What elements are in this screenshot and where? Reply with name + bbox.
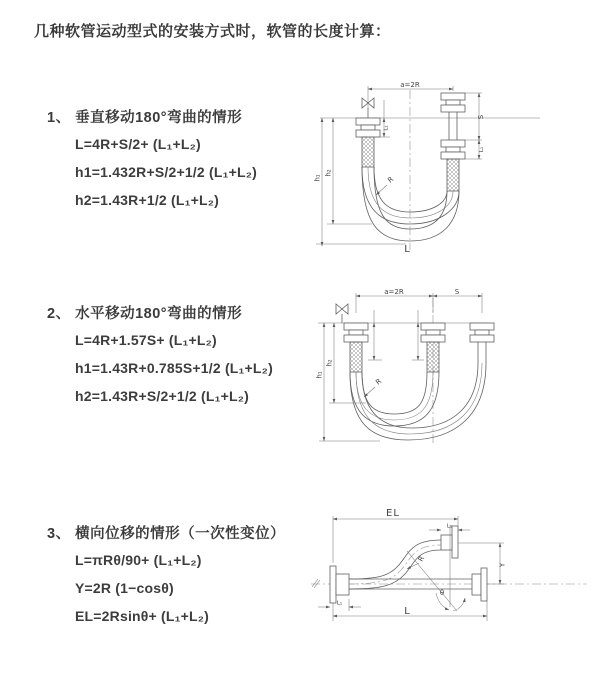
dim-label-l1: L₁ bbox=[479, 146, 485, 153]
hose-fitting-right bbox=[441, 93, 465, 191]
diagram-horizontal-180-bend bbox=[310, 283, 550, 455]
hose-s-curve bbox=[349, 540, 441, 589]
page-title: 几种软管运动型式的安装方式时，软管的长度计算： bbox=[34, 23, 391, 40]
diagram-vertical-180-bend bbox=[310, 78, 550, 263]
section-2-heading: 2、 水平移动180°弯曲的情形 bbox=[47, 306, 243, 322]
dim-label-s: S bbox=[477, 114, 485, 120]
dim-label-h2: h₂ bbox=[325, 359, 334, 367]
dim-label-h1: h₁ bbox=[315, 371, 324, 379]
dim-label-a2r: a=2R bbox=[400, 81, 420, 89]
formula-el: EL=2Rsinθ+ (L₁+L₂) bbox=[75, 608, 210, 624]
dim-label-h2: h₂ bbox=[324, 169, 333, 177]
dim-label-a2r: a=2R bbox=[384, 288, 404, 296]
flange-right-displaced bbox=[441, 523, 458, 558]
hose-fitting-left bbox=[356, 118, 380, 167]
flange-right bbox=[472, 568, 487, 601]
formula-l: L=4R+S/2+ (L₁+L₂) bbox=[75, 136, 201, 152]
flange-left bbox=[330, 566, 349, 603]
dim-label-r: R bbox=[374, 377, 384, 387]
dim-label-r: R bbox=[386, 175, 396, 185]
section-1-heading: 1、 垂直移动180°弯曲的情形 bbox=[47, 110, 243, 126]
dim-label-l: L bbox=[404, 606, 410, 617]
hose-u-bend-positions bbox=[350, 363, 486, 440]
dim-label-theta: θ bbox=[439, 589, 445, 597]
diagram-lateral-displacement bbox=[303, 503, 595, 653]
hose-fitting-left bbox=[344, 323, 368, 372]
formula-h1: h1=1.43R+0.785S+1/2 (L₁+L₂) bbox=[75, 360, 273, 376]
formula-h2: h2=1.43R+S/2+1/2 (L₁+L₂) bbox=[75, 388, 250, 404]
formula-h1: h1=1.432R+S/2+1/2 (L₁+L₂) bbox=[75, 164, 257, 180]
section-lateral-displacement bbox=[47, 522, 317, 637]
hose-u-bend bbox=[362, 167, 459, 241]
dim-label-y: Y bbox=[498, 562, 507, 568]
valve-icon bbox=[336, 304, 348, 323]
dim-label-l1: L₁ bbox=[383, 125, 390, 131]
dim-label-l: L bbox=[404, 244, 410, 255]
centerline-break-mark bbox=[312, 579, 320, 588]
dim-label-l1: L₁ bbox=[336, 600, 343, 607]
formula-l: L=πRθ/90+ (L₁+L₂) bbox=[75, 552, 202, 568]
section-3-heading: 3、 横向位移的情形（一次性变位） bbox=[47, 526, 286, 542]
hose-fitting-middle bbox=[421, 323, 445, 372]
formula-h2: h2=1.43R+1/2 (L₁+L₂) bbox=[75, 192, 220, 208]
dim-label-r: R bbox=[416, 554, 427, 563]
dim-label-l1: L₁ bbox=[446, 523, 453, 530]
section-horizontal-move bbox=[47, 302, 317, 417]
dim-label-h1: h₁ bbox=[313, 174, 322, 182]
hose-fitting-right-moved bbox=[470, 323, 494, 363]
formula-y: Y=2R (1−cosθ) bbox=[75, 580, 174, 596]
formula-l: L=4R+1.57S+ (L₁+L₂) bbox=[75, 332, 217, 348]
dim-label-s: S bbox=[454, 288, 460, 296]
dim-label-el: EL bbox=[386, 508, 400, 519]
section-vertical-move bbox=[47, 106, 317, 221]
